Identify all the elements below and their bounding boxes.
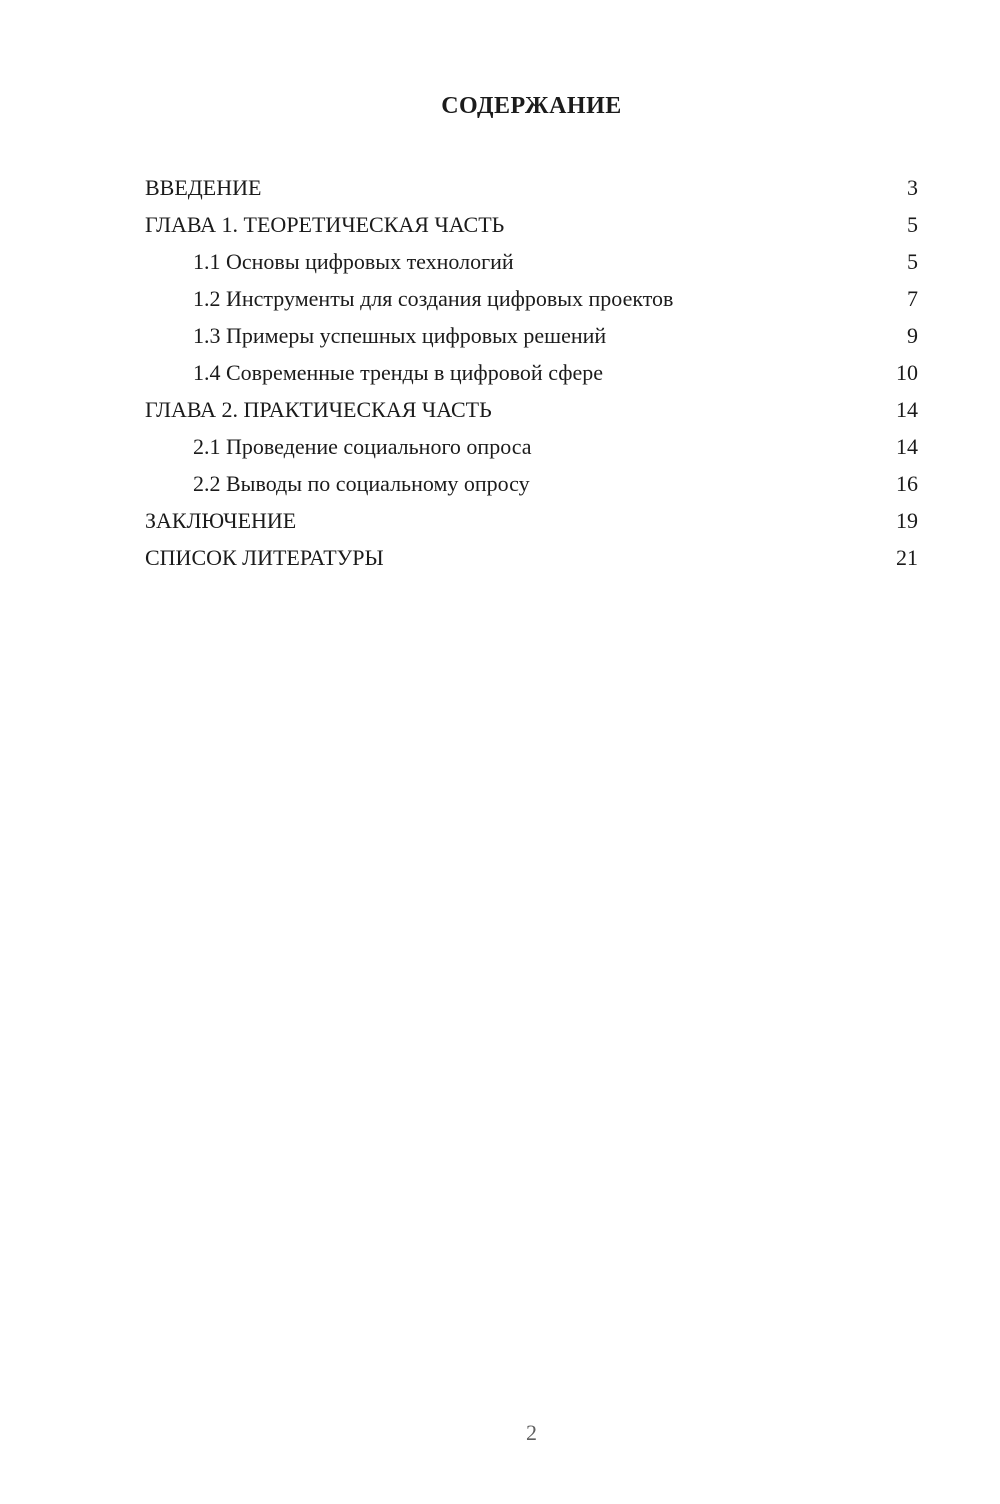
toc-entry-label: 1.1 Основы цифровых технологий xyxy=(193,249,514,274)
toc-entry-label: 1.2 Инструменты для создания цифровых проектов xyxy=(193,286,674,311)
page-number: 2 xyxy=(526,1420,537,1445)
toc-entry xyxy=(145,206,918,243)
toc-entry-page: 14 xyxy=(896,434,918,459)
toc-entry-page: 21 xyxy=(896,545,918,570)
toc-entry-page: 14 xyxy=(896,397,918,422)
toc-entry-label: ВВЕДЕНИЕ xyxy=(145,175,262,200)
page-footer xyxy=(145,1418,918,1448)
toc-entry-label: 2.1 Проведение социального опроса xyxy=(193,434,532,459)
toc-entry-label: ЗАКЛЮЧЕНИЕ xyxy=(145,508,297,533)
toc-entry xyxy=(145,428,918,465)
toc-entry xyxy=(145,502,918,539)
toc-entry xyxy=(145,354,918,391)
toc-entry-label: 1.3 Примеры успешных цифровых решений xyxy=(193,323,607,348)
toc-entry-page: 9 xyxy=(907,323,918,348)
document-page xyxy=(0,90,1000,1504)
toc-entry xyxy=(145,280,918,317)
toc-entry-page: 10 xyxy=(896,360,918,385)
toc-entry xyxy=(145,465,918,502)
toc-entry xyxy=(145,539,918,576)
toc-entry-page: 19 xyxy=(896,508,918,533)
toc-entry xyxy=(145,243,918,280)
toc-entry-label: ГЛАВА 2. ПРАКТИЧЕСКАЯ ЧАСТЬ xyxy=(145,397,492,422)
toc-entry-label: ГЛАВА 1. ТЕОРЕТИЧЕСКАЯ ЧАСТЬ xyxy=(145,212,505,237)
toc-entry-page: 7 xyxy=(907,286,918,311)
toc-entry-page: 3 xyxy=(907,175,918,200)
toc-entry xyxy=(145,391,918,428)
toc-entry-page: 16 xyxy=(896,471,918,496)
toc-entry xyxy=(145,317,918,354)
table-of-contents xyxy=(145,169,918,576)
toc-entry-page: 5 xyxy=(907,249,918,274)
toc-entry-label: 2.2 Выводы по социальному опросу xyxy=(193,471,530,496)
page-title: СОДЕРЖАНИЕ xyxy=(441,93,622,119)
toc-entry-page: 5 xyxy=(907,212,918,237)
toc-entry-label: 1.4 Современные тренды в цифровой сфере xyxy=(193,360,604,385)
toc-entry-label: СПИСОК ЛИТЕРАТУРЫ xyxy=(145,545,384,570)
page-content xyxy=(0,90,1000,576)
toc-entry xyxy=(145,169,918,206)
